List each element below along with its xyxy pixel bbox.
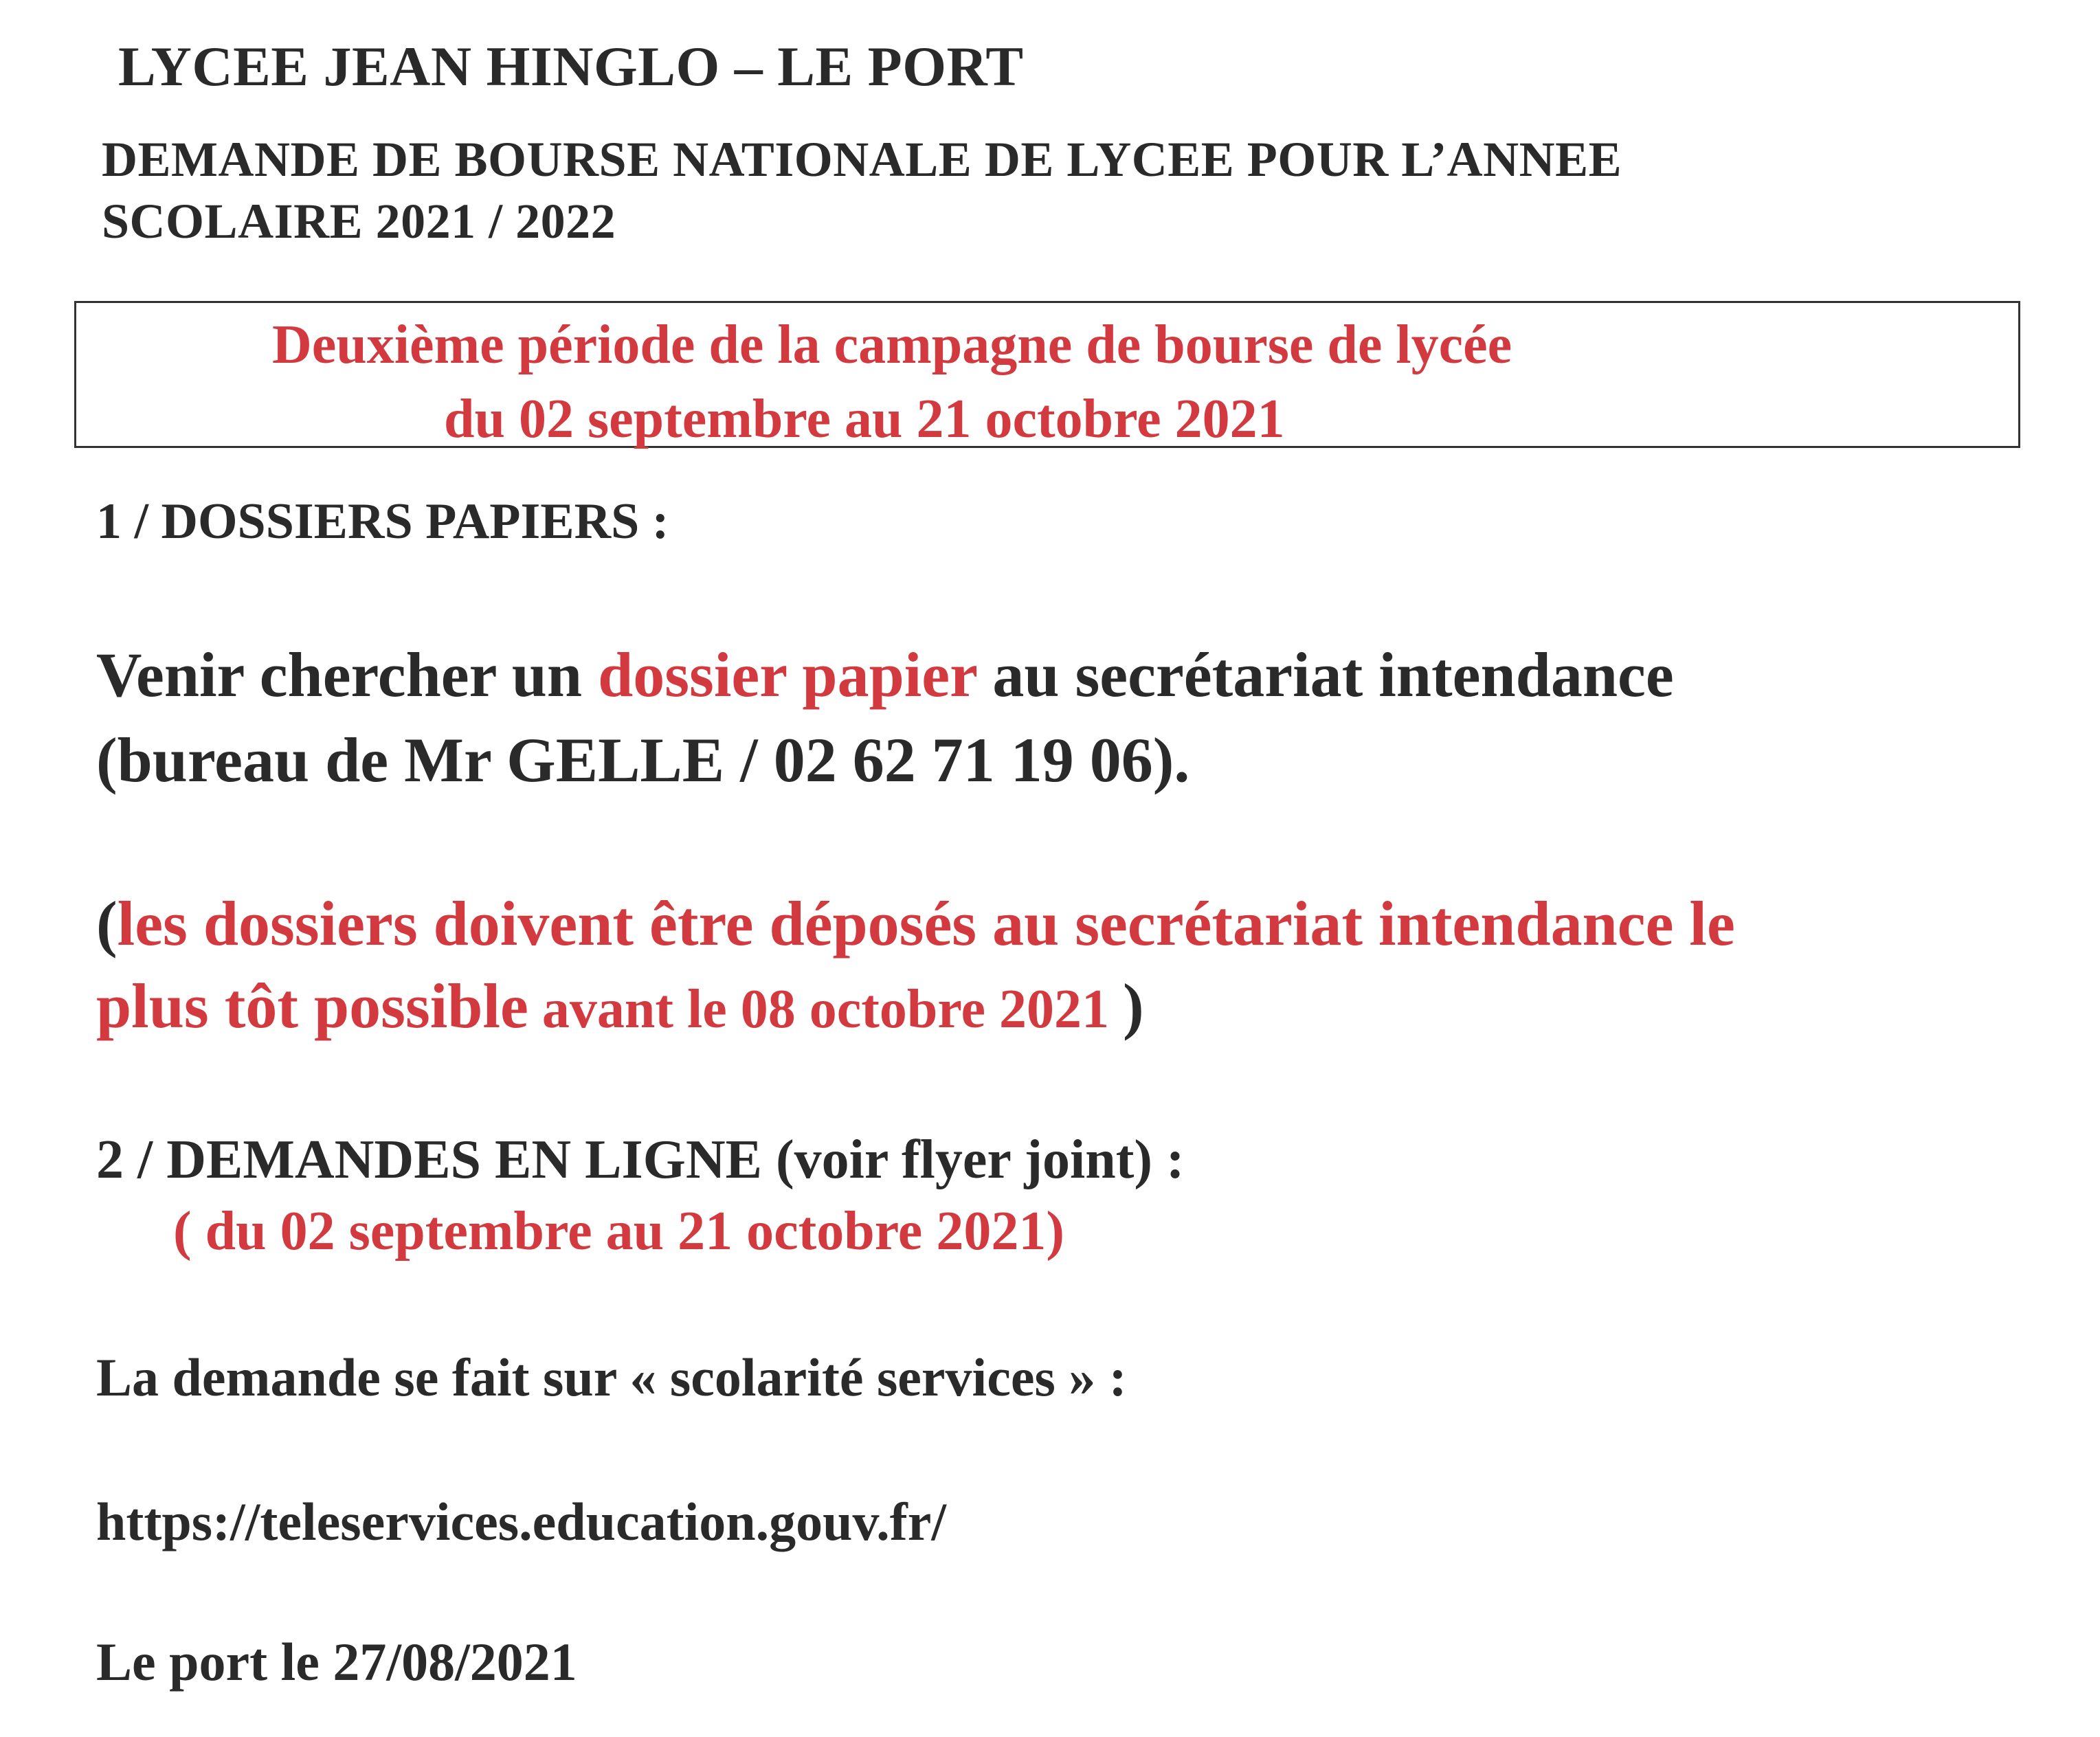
deposit-note-text: les dossiers doivent être déposés au secrétariat intendance le [117,888,1735,959]
section-paper-heading: 1 / DOSSIERS PAPIERS : [96,493,669,550]
document-date: Le port le 27/08/2021 [96,1632,577,1692]
deposit-asap-text: plus tôt possible [96,971,528,1041]
document-title-line-2: SCOLAIRE 2021 / 2022 [102,194,616,249]
deposit-open-paren: ( [96,888,118,959]
deposit-deadline: avant le 08 octobre 2021 [528,979,1123,1040]
online-request-instructions: La demande se fait sur « scolarité services » : [96,1347,1127,1407]
paper-instructions-line-1 [96,640,1674,710]
deposit-note-line-2 [96,971,1144,1041]
online-heading-title: 2 / DEMANDES EN LIGNE [96,1130,763,1190]
paper-dossier-highlight: dossier papier [598,640,977,710]
online-heading-flyer-note: (voir flyer joint) : [762,1130,1185,1190]
office-contact-line: (bureau de Mr GELLE / 02 62 71 19 06). [96,725,1190,795]
document-title-line-1: DEMANDE DE BOURSE NATIONALE DE LYCEE POUR L’ANNEE [102,132,1622,187]
campaign-period-dates: du 02 septembre au 21 octobre 2021 [444,389,1285,449]
paper-instructions-text-start: Venir chercher un [96,640,599,710]
paper-instructions-text-end: au secrétariat intendance [976,640,1674,710]
campaign-period-title: Deuxième période de la campagne de bourse de lycée [272,315,1512,375]
deposit-note-line-1 [96,888,1735,959]
teleservices-link[interactable]: https://teleservices.education.gouv.fr/ [96,1492,946,1551]
section-online-heading [96,1130,1185,1190]
online-request-dates: ( du 02 septembre au 21 octobre 2021) [173,1201,1064,1262]
deposit-close-paren: ) [1122,971,1144,1041]
school-name: LYCEE JEAN HINGLO – LE PORT [118,35,1024,98]
